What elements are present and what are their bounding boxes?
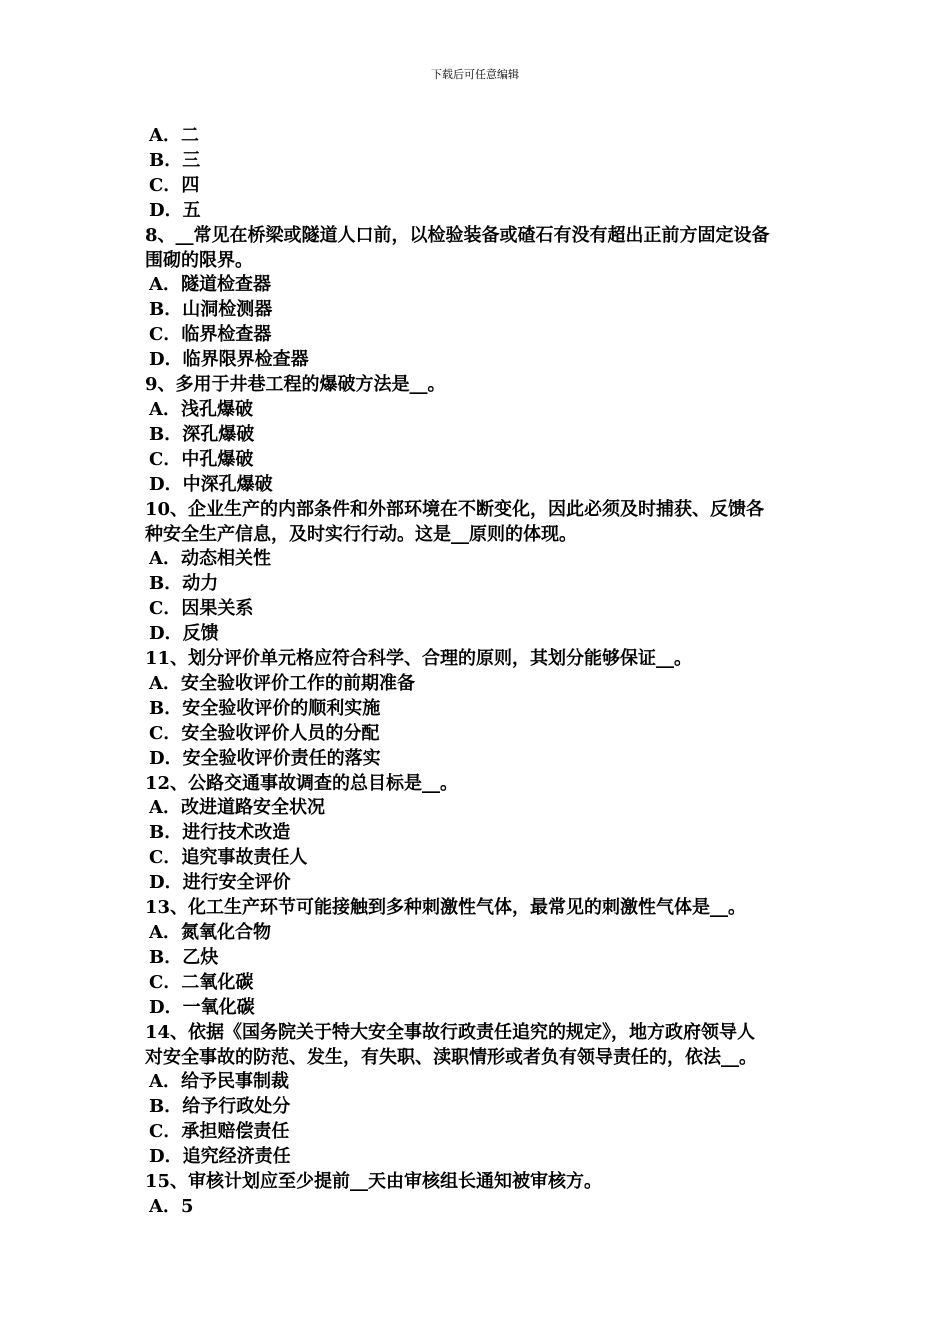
answer-option: C．安全验收评价人员的分配 bbox=[149, 722, 380, 744]
answer-option: D．进行安全评价 bbox=[149, 872, 291, 894]
answer-option: C．追究事故责任人 bbox=[149, 847, 308, 869]
question-text: 种安全生产信息，及时实行行动。这是__原则的体现。 bbox=[145, 523, 577, 545]
answer-option: D．追究经济责任 bbox=[149, 1146, 291, 1168]
answer-option: C．二氧化碳 bbox=[149, 971, 254, 993]
answer-option: B．深孔爆破 bbox=[149, 423, 255, 445]
question-text: 12、公路交通事故调查的总目标是__。 bbox=[145, 772, 459, 794]
answer-option: C．承担赔偿责任 bbox=[149, 1121, 290, 1143]
answer-option: C．临界检查器 bbox=[149, 324, 272, 346]
answer-option: D．五 bbox=[149, 199, 201, 221]
answer-option: D．反馈 bbox=[149, 623, 219, 645]
answer-option: C．因果关系 bbox=[149, 598, 254, 620]
answer-option: D．中深孔爆破 bbox=[149, 473, 273, 495]
question-text: 9、多用于井巷工程的爆破方法是__。 bbox=[145, 374, 446, 396]
question-text: 11、划分评价单元格应符合科学、合理的原则，其划分能够保证__。 bbox=[145, 648, 693, 670]
answer-option: D．安全验收评价责任的落实 bbox=[149, 747, 381, 769]
answer-option: A．隧道检查器 bbox=[149, 274, 271, 296]
answer-option: A．二 bbox=[149, 125, 199, 146]
answer-option: A．动态相关性 bbox=[149, 548, 271, 570]
answer-option: B．乙炔 bbox=[149, 946, 219, 968]
answer-option: B．进行技术改造 bbox=[149, 822, 291, 844]
answer-option: D．临界限界检查器 bbox=[149, 349, 309, 371]
question-text: 15、审核计划应至少提前__天由审核组长通知被审核方。 bbox=[145, 1171, 603, 1193]
answer-option: A．浅孔爆破 bbox=[149, 398, 253, 420]
answer-option: B．三 bbox=[149, 149, 201, 171]
answer-option: B．动力 bbox=[149, 573, 219, 595]
page-header: 下载后可任意编辑 bbox=[431, 68, 519, 81]
question-text: 8、__常见在桥梁或隧道人口前，以检验装备或碴石有没有超出正前方固定设备 bbox=[145, 224, 770, 246]
answer-option: C．四 bbox=[149, 174, 200, 196]
question-text: 10、企业生产的内部条件和外部环境在不断变化，因此必须及时捕获、反馈各 bbox=[145, 498, 765, 520]
answer-option: A．给予民事制裁 bbox=[149, 1071, 289, 1093]
question-text: 对安全事故的防范、发生，有失职、渎职情形或者负有领导责任的，依法__。 bbox=[145, 1046, 757, 1068]
answer-option: A．5 bbox=[149, 1195, 194, 1217]
answer-option: C．中孔爆破 bbox=[149, 448, 254, 470]
answer-option: A．氮氧化合物 bbox=[149, 922, 271, 943]
answer-option: B．安全验收评价的顺利实施 bbox=[149, 697, 381, 719]
answer-option: B．山洞检测器 bbox=[149, 299, 273, 321]
document-body bbox=[145, 124, 815, 1220]
question-text: 围砌的限界。 bbox=[145, 249, 253, 271]
answer-option: A．安全验收评价工作的前期准备 bbox=[149, 672, 415, 694]
answer-option: D．一氧化碳 bbox=[149, 996, 255, 1018]
answer-option: B．给予行政处分 bbox=[149, 1096, 291, 1118]
answer-option: A．改进道路安全状况 bbox=[149, 797, 325, 819]
question-text: 13、化工生产环节可能接触到多种刺激性气体，最常见的刺激性气体是__。 bbox=[145, 897, 747, 919]
question-text: 14、依据《国务院关于特大安全事故行政责任追究的规定》，地方政府领导人 bbox=[145, 1021, 756, 1043]
